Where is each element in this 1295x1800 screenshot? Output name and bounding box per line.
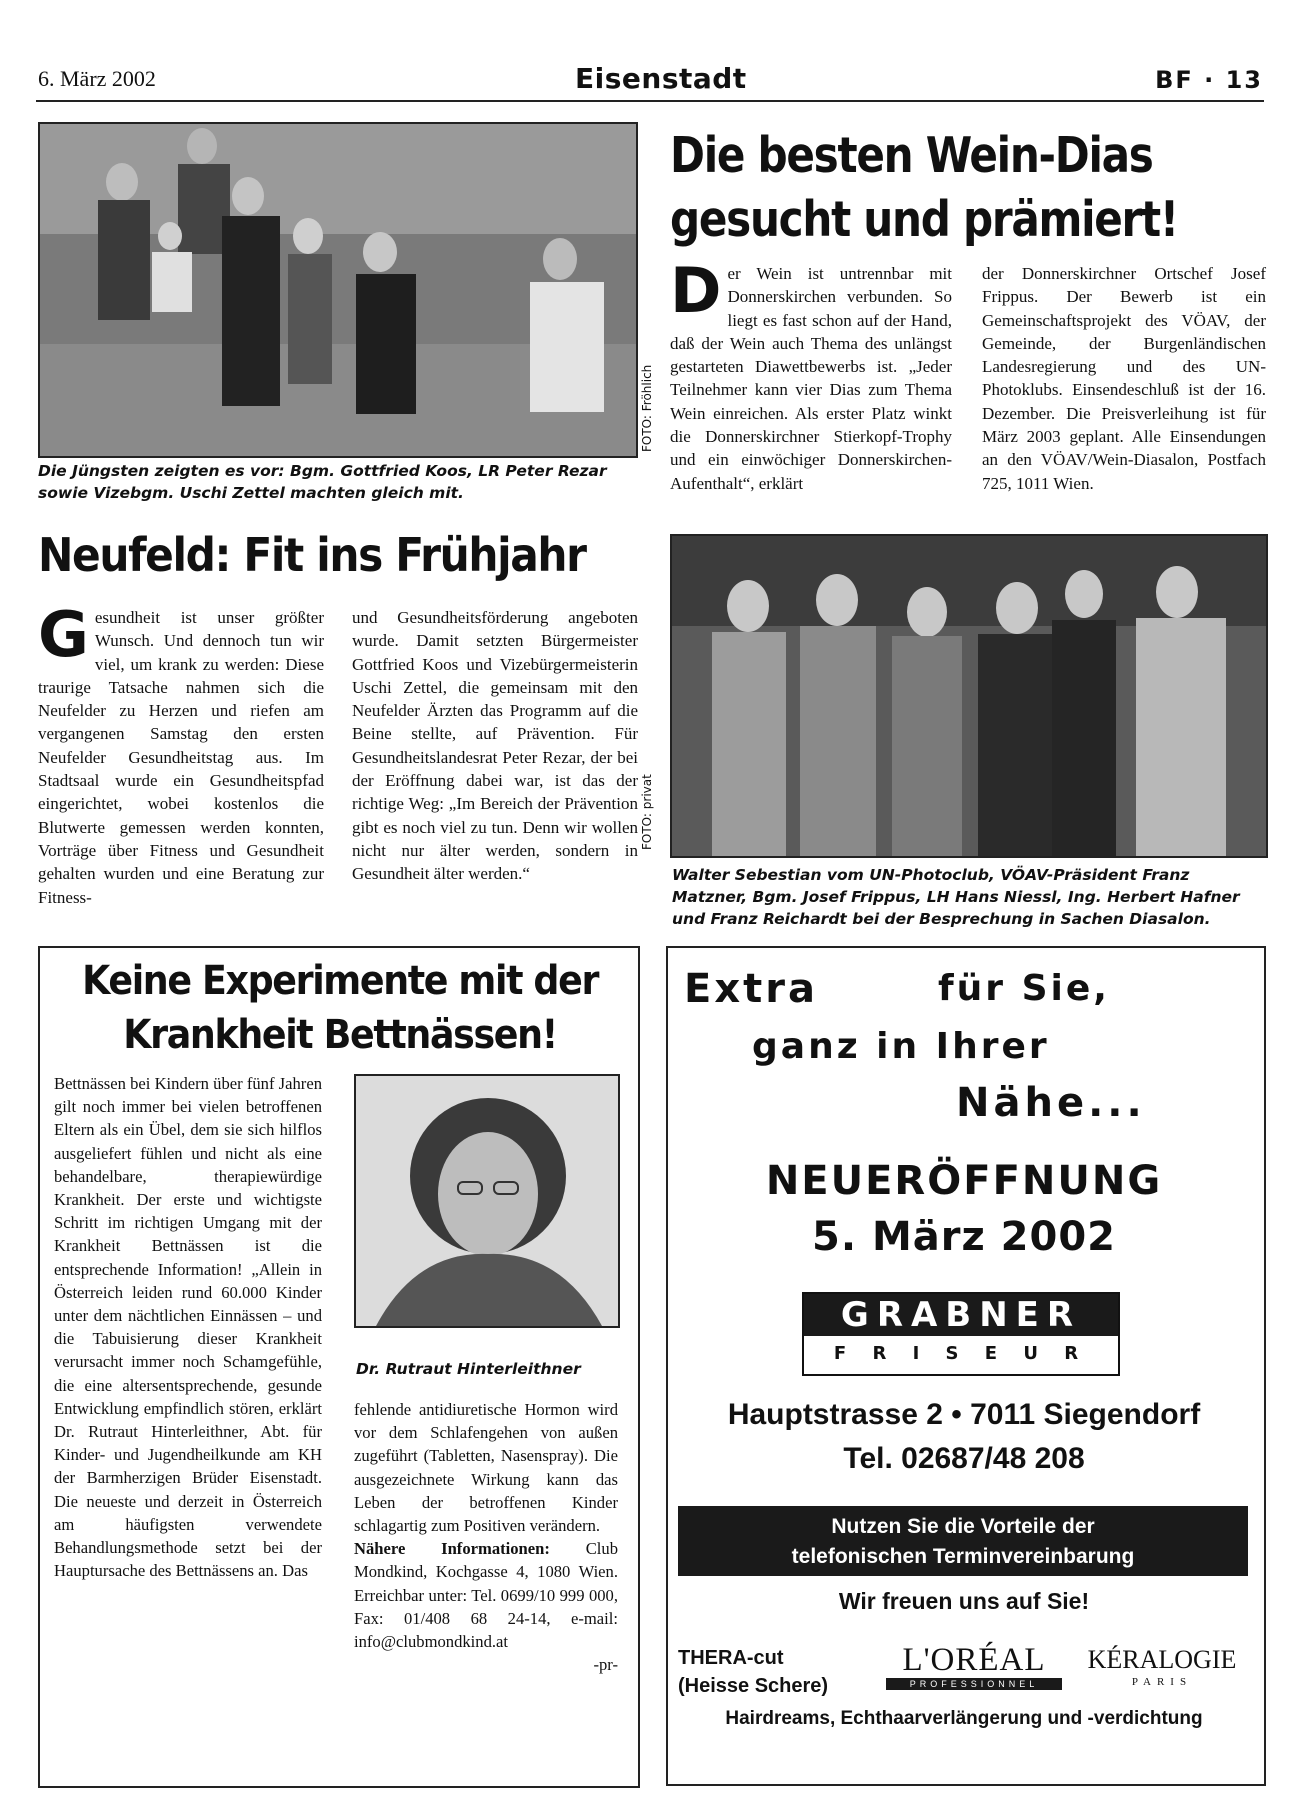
photo-children-group <box>38 122 638 458</box>
ad-banner <box>678 1506 1248 1576</box>
header-rule <box>36 100 1264 102</box>
ad-banner-line-2: telefonischen Terminvereinbarung <box>791 1545 1135 1568</box>
portrait-image <box>356 1076 618 1326</box>
ad-keralogie-logo <box>1082 1644 1242 1688</box>
ad-line-fuer-sie: für Sie, <box>938 968 1110 1009</box>
ad-greeting: Wir freuen uns auf Sie! <box>838 1588 1090 1614</box>
ad-line-ganz: ganz in Ihrer <box>752 1026 1050 1067</box>
ad-keralogie-name: KÉRALOGIE <box>1087 1645 1237 1674</box>
photo-credit-kids: FOTO: Fröhlich <box>640 364 654 452</box>
bett-text-2: fehlende antidiuretische Hormon wird vor dem Schlafengehen von außen zugeführt (Tabletten, Nasenspray). Die ausgezeichnete Wirkung kann das Leben der betroffenen Kinder schlagartig zum Positiven verändern. <box>354 1400 618 1536</box>
ad-footer: Hairdreams, Echthaarverlängerung und -verdichtung <box>725 1708 1203 1729</box>
caption-portrait: Dr. Rutraut Hinterleithner <box>356 1360 581 1378</box>
ad-address: Hauptstrasse 2 • 7011 Siegendorf <box>727 1398 1201 1431</box>
wein-column-2: der Donnerskirchner Ortschef Josef Frippus. Der Bewerb ist ein Gemeinschaftsprojekt des VÖAV, der Gemeinde, der Burgenländischen Landesregierung und des UN-Photoklubs. Einsendeschluß ist der 16. Dezember. Die Preisverleihung ist für März 2003 geplant. Alle Einsendungen an den VÖAV/Wein-Diasalon, Postfach 725, 1011 Wien. <box>982 264 1266 493</box>
portrait-hinterleithner <box>354 1074 620 1328</box>
bett-column-2 <box>354 1398 618 1676</box>
ad-brand-sub: F R I S E U R <box>833 1343 1089 1364</box>
neufeld-text-1: esundheit ist unser größter Wunsch. Und dennoch tun wir viel, um krank zu werden: Diese traurige Tatsache nahmen sich die Neufelder zu Herzen und riefen am vergangenen Samstag den ersten Neufelder Gesundheitstag aus. Im Stadtsaal wurde ein Gesundheitspfad eingerichtet, wobei kostenlos die Blutwerte gemessen werden konnten, Vorträge über Fitness und Gesundheit gehalten wurden und eine Beratung zur Fitness- <box>38 608 324 907</box>
headline-wein-line-2: gesucht und prämiert! <box>670 191 1178 248</box>
headline-bettnaessen <box>58 954 622 1062</box>
caption-kids: Die Jüngsten zeigten es vor: Bgm. Gottfried Koos, LR Peter Rezar sowie Vizebgm. Uschi Zettel machten gleich mit. <box>38 462 607 502</box>
ad-brand-name: GRABNER <box>804 1294 1118 1336</box>
ad-opening-date: 5. März 2002 <box>811 1214 1116 1260</box>
headline-neufeld: Neufeld: Fit ins Frühjahr <box>38 528 586 582</box>
headline-bett-line-1: Keine Experimente mit der <box>82 958 599 1004</box>
ad-phone: Tel. 02687/48 208 <box>843 1442 1085 1475</box>
bett-info-label: Nähere Informationen: <box>354 1539 550 1559</box>
ad-loreal-sub: PROFESSIONNEL <box>886 1678 1062 1690</box>
neufeld-column-1 <box>38 598 324 909</box>
dropcap-neufeld: G <box>38 598 89 671</box>
ad-opening-title: NEUERÖFFNUNG <box>765 1158 1163 1204</box>
photo-credit-wein: FOTO: privat <box>640 774 654 850</box>
headline-bett-line-2: Krankheit Bettnässen! <box>123 1012 557 1058</box>
ad-thera-line-2: (Heisse Schere) <box>678 1675 829 1697</box>
bett-column-1: Bettnässen bei Kindern über fünf Jahren gilt noch immer bei vielen betroffenen Eltern als ein Übel, dem sie sich hilflos ausgeliefert fühlen und nicht als eine behandelbare, therapiewürdige Krankheit. Der erste und wichtigste Schritt im richtigen Umgang mit der Krankheit Bettnässen ist die entsprechende Information! „Allein in Österreich leiden rund 60.000 Kinder unter dem nächtlichen Einnässen – und die Tabuisierung dieser Krankheit verursacht immer noch Schamgefühle, die eine altersentsprechende, gesunde Entwicklung empfindlich stören, erklärt Dr. Rutraut Hinterleithner, Abt. für Kinder- und Jugendheilkunde am KH der Barmherzigen Brüder Eisenstadt. Die neueste und derzeit in Österreich am häufigsten verwendete Behandlungsmethode setzt bei der Hauptursache des Bettnässens an. Das <box>54 1074 322 1581</box>
ad-loreal-name: L'ORÉAL <box>902 1642 1046 1678</box>
dropcap-wein: D <box>670 254 722 327</box>
ad-brand-logo <box>802 1292 1120 1376</box>
wein-column-1 <box>670 254 952 495</box>
ad-loreal-logo <box>886 1642 1062 1690</box>
ad-line-extra: Extra <box>684 966 818 1012</box>
ad-banner-line-1: Nutzen Sie die Vorteile der <box>831 1515 1095 1538</box>
headline-wein <box>670 124 1178 252</box>
headline-wein-line-1: Die besten Wein-Dias <box>670 127 1153 184</box>
bett-signature: -pr- <box>593 1655 618 1675</box>
photo-wein-meeting <box>670 534 1268 858</box>
ad-keralogie-sub: PARIS <box>1131 1676 1193 1688</box>
caption-wein: Walter Sebestian vom UN-Photoclub, VÖAV-Präsident Franz Matzner, Bgm. Josef Frippus, LH Hans Niessl, Ing. Herbert Hafner und Franz Reichardt bei der Besprechung in Sachen Diasalon. <box>672 866 1240 928</box>
ad-line-naehe: Nähe... <box>956 1080 1146 1126</box>
issue-date: 6. März 2002 <box>38 66 156 91</box>
photo-meeting-image <box>672 536 1266 856</box>
neufeld-column-2: und Gesundheitsförderung angeboten wurde. Damit setzten Bürgermeister Gottfried Koos und Vizebürgermeisterin Uschi Zettel, die gemeinsam mit den Neufelder Ärzten das Programm auf die Beine stellte, auf Prävention. Für Gesundheitslandesrat Peter Rezar, der bei der Eröffnung dabei war, ist das der richtige Weg: „Im Bereich der Prävention gibt es noch viel zu tun. Denn wir wollen nicht nur älter werden, sondern in Gesundheit älter werden.“ <box>352 608 638 884</box>
section-title: Eisenstadt <box>575 62 747 95</box>
ad-thera-cut <box>678 1644 828 1700</box>
photo-children-image <box>40 124 636 456</box>
page-number: BF · 13 <box>1155 66 1263 94</box>
wein-text-1: er Wein ist untrennbar mit Donnerskirchen verbunden. So liegt es fast schon auf der Hand, daß der Wein auch Thema des unlängst gestarteten Diawettbewerbs ist. „Jeder Teilnehmer kann vier Dias zum Thema Wein einreichen. Als erster Platz winkt die Donnerskirchner Stierkopf-Trophy und ein einwöchiger Donnerskirchen-Aufenthalt“, erklärt <box>670 264 952 493</box>
bett-info-text: Club Mondkind, Kochgasse 4, 1080 Wien. Erreichbar unter: Tel. 0699/10 999 000, Fax: 01/408 68 24-14, e-mail: info@clubmondkind.at <box>354 1539 618 1652</box>
ad-thera-line-1: THERA-cut <box>678 1647 784 1669</box>
